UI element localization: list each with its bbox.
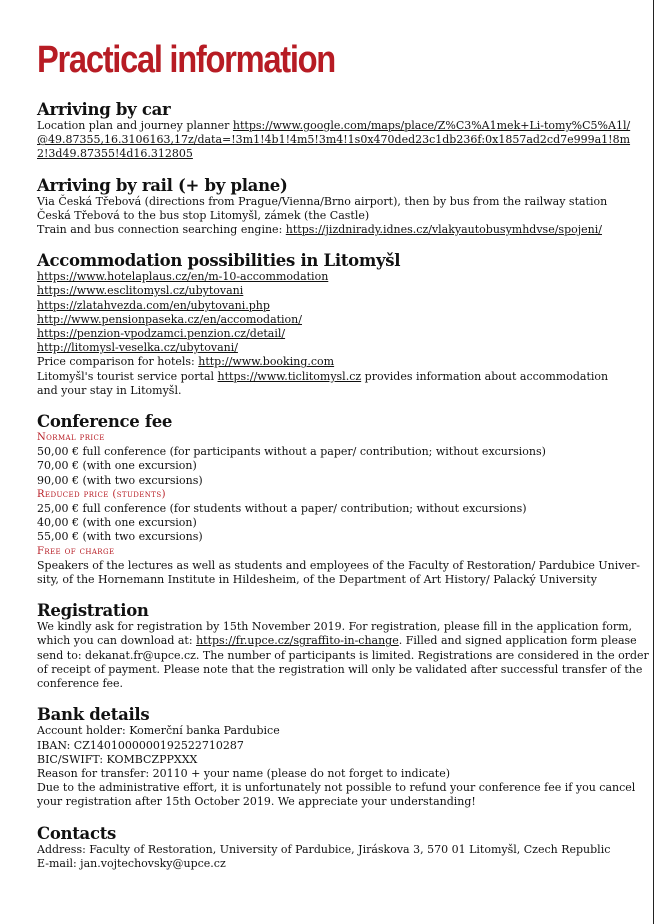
section-accommodation bbox=[37, 251, 633, 398]
section-registration bbox=[37, 601, 649, 691]
portal-text-3: and your stay in Litomyšl. bbox=[37, 383, 182, 397]
accommodation-link[interactable]: https://penzion-vpodzamci.penzion.cz/detail/ bbox=[37, 327, 286, 341]
accommodation-link[interactable]: http://www.pensionpaseka.cz/en/accomodation/ bbox=[37, 312, 302, 326]
portal-line bbox=[37, 370, 633, 384]
bic-swift: BIC/SWIFT: KOMBCZPPXXX bbox=[37, 752, 198, 766]
normal-price-item: 50,00 € full conference (for participants without a paper/ contribution; without excursions) bbox=[37, 445, 546, 459]
portal-text-2: provides information about accommodation bbox=[361, 369, 609, 383]
accommodation-link[interactable]: https://www.esclitomysl.cz/ubytovani bbox=[37, 284, 244, 298]
contact-address: Address: Faculty of Restoration, University of Pardubice, Jiráskova 3, 570 01 Litomyšl, Czech Republic bbox=[37, 842, 611, 856]
accommodation-heading: Accommodation possibilities in Litomyšl bbox=[37, 251, 401, 271]
price-comparison-label: Price comparison for hotels: bbox=[37, 355, 199, 369]
ticlitomysl-link[interactable]: https://www.ticlitomysl.cz bbox=[217, 369, 362, 383]
rail-line-3 bbox=[37, 223, 633, 237]
normal-price-label: Normal price bbox=[37, 432, 105, 444]
registration-line-2 bbox=[37, 634, 637, 648]
rail-connection-link[interactable]: https://jizdnirady.idnes.cz/vlakyautobusymhdvse/spojeni/ bbox=[285, 223, 602, 237]
registration-heading: Registration bbox=[37, 601, 149, 621]
reduced-price-item: 55,00 € (with two excursions) bbox=[37, 530, 203, 544]
registration-line-2-text-2: . Filled and signed application form please bbox=[398, 634, 637, 648]
page-title: Practical information bbox=[37, 39, 335, 81]
fee-heading: Conference fee bbox=[37, 412, 173, 432]
price-comparison bbox=[37, 355, 633, 369]
reduced-price-item: 25,00 € full conference (for students without a paper/ contribution; without excursions) bbox=[37, 502, 527, 516]
section-car bbox=[37, 100, 633, 162]
booking-link[interactable]: http://www.booking.com bbox=[198, 355, 335, 369]
refund-note-1: Due to the administrative effort, it is unfortunately not possible to refund your conference fee if you cancel bbox=[37, 781, 636, 795]
free-text-1: Speakers of the lectures as well as students and employees of the Faculty of Restoration/ Pardubice Univer- bbox=[37, 558, 640, 572]
portal-text-1: Litomyšl's tourist service portal bbox=[37, 369, 218, 383]
registration-line-2-text-1: which you can download at: bbox=[37, 634, 197, 648]
reduced-price-label: Reduced price (students) bbox=[37, 488, 166, 500]
application-form-link[interactable]: https://fr.upce.cz/sgraffito-in-change bbox=[196, 634, 399, 648]
rail-line-3-label: Train and bus connection searching engine: bbox=[37, 223, 286, 237]
accommodation-link[interactable]: https://www.hotelaplaus.cz/en/m-10-accommodation bbox=[37, 270, 329, 284]
normal-price-item: 90,00 € (with two excursions) bbox=[37, 473, 203, 487]
rail-line-1: Via Česká Třebová (directions from Prague/Vienna/Brno airport), then by bus from the railway station bbox=[37, 194, 608, 208]
car-heading: Arriving by car bbox=[37, 100, 171, 119]
iban: IBAN: CZ1401000000192522710287 bbox=[37, 738, 244, 752]
contact-email: E-mail: jan.vojtechovsky@upce.cz bbox=[37, 856, 226, 870]
section-bank bbox=[37, 705, 636, 809]
section-rail bbox=[37, 176, 633, 238]
free-text-2: sity, of the Hornemann Institute in Hildesheim, of the Department of Art History/ Palacký University bbox=[37, 573, 597, 587]
rail-heading: Arriving by rail (+ by plane) bbox=[37, 175, 288, 195]
account-holder: Account holder: Komerční banka Pardubice bbox=[37, 724, 280, 738]
rail-line-2: Česká Třebová to the bus stop Litomyšl, zámek (the Castle) bbox=[37, 208, 370, 222]
registration-line-5: conference fee. bbox=[37, 677, 124, 691]
reduced-price-item: 40,00 € (with one excursion) bbox=[37, 516, 197, 530]
section-contacts bbox=[37, 824, 633, 871]
refund-note-2: your registration after 15th October 2019. We appreciate your understanding! bbox=[37, 795, 476, 809]
car-text bbox=[37, 119, 633, 162]
car-label: Location plan and journey planner bbox=[37, 119, 233, 132]
accommodation-link[interactable]: https://zlatahvezda.com/en/ubytovani.php bbox=[37, 298, 270, 312]
free-label: Free of charge bbox=[37, 545, 115, 557]
accommodation-link[interactable]: http://litomysl-veselka.cz/ubytovani/ bbox=[37, 341, 238, 355]
registration-line-4: of receipt of payment. Please note that the registration will only be validated after successful transfer of the bbox=[37, 662, 643, 676]
contacts-heading: Contacts bbox=[37, 823, 117, 843]
transfer-reason: Reason for transfer: 20110 + your name (please do not forget to indicate) bbox=[37, 766, 451, 780]
bank-heading: Bank details bbox=[37, 705, 150, 725]
registration-line-1: We kindly ask for registration by 15th November 2019. For registration, please fill in the application form, bbox=[37, 620, 632, 634]
car-map-link[interactable]: https://www.google.com/maps/place/Z%C3%A1mek+Li-tomy%C5%A1l/@49.87355,16.3106163,17z/data=!3m1!4b1!4m5!3m4!1s0x470ded23c1db236f:0x1857ad2cd7e999a1!8m2!3d49.87355!4d16.312805 bbox=[37, 119, 631, 161]
section-fee bbox=[37, 412, 640, 587]
registration-line-3: send to: dekanat.fr@upce.cz. The number of participants is limited. Registrations are considered in the order bbox=[37, 648, 649, 662]
normal-price-item: 70,00 € (with one excursion) bbox=[37, 459, 197, 473]
